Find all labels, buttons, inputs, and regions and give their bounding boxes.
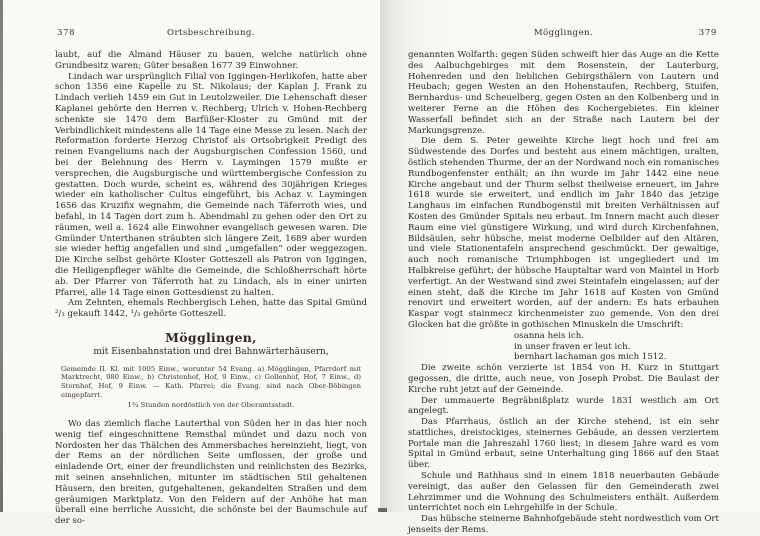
left-page (3, 0, 380, 527)
paragraph-church: Die dem S. Peter geweihte Kirche liegt hoch und frei am Südwestende des Dorfes und besteht aus einem mächtigen, uralten, östlich stehenden Thurme, der an der Nordwand noch ein romanisches Rundbogenfenster enthält; an ihn wurde im Jahr 1442 eine neue Kirche angebaut und der Thurm selbst theilweise erneuert, im Jahre 1618 wurde sie erweitert, und endlich im Jahr 1840 das jetzige Langhaus im einfachen Rundbogenstil mit breiten Verhältnissen auf Kosten des Gmünder Spitals neu erbaut. Im Innern macht auch dieser Raum eine viel günstigere Wirkung, und wird durch Kirchenfahnen, Bildsäulen, sehr hübsche, meist moderne Oelbilder auf den Altären, und viele Stationentafeln ansprechend geschmückt. Der gewaltige, auch noch romanische Triumphbogen ist ungegliedert und im Halbkreise geführt; der hübsche Hauptaltar ward von Maintel in Horb verfertigt. An der Westwand sind zwei Steintafeln eingelassen; auf der einen steht, daß die Kirche im Jahr 1618 auf Kosten von Gmünd renovirt und erweitert worden, auf der andern: Es hats erbauhen Kaspar vogt stainmecz kirchenmeister zuo gemende. Von den drei Glocken hat die größte in gothischen Minuskeln die Umschrift: (408, 136, 719, 330)
paragraph-bells: Die zweite schön verzierte ist 1854 von H. Kurz in Stuttgart gegossen, die dritte, auch neue, von Joseph Probst. Die Baulast der Kirche ruht jetzt auf der Gemeinde. (408, 363, 719, 395)
right-running-head (408, 28, 719, 39)
left-running-head (55, 28, 367, 39)
page-number-right: 379 (698, 28, 717, 38)
paragraph-station: Das hübsche steinerne Bahnhofgebäude steht nordwestlich vom Ort jenseits der Rems. (408, 514, 719, 536)
right-page-column (408, 28, 719, 536)
right-page (380, 0, 760, 536)
left-page-column (55, 28, 367, 527)
paragraph-continuation: laubt, auf die Almand Häuser zu bauen, welche natürlich ohne Grundbesitz waren; Güter besaßen 1677 39 Einwohner. (55, 50, 367, 71)
paragraph-lindach-history: Lindach war ursprünglich Filial von Iggingen-Herlikofen, hatte aber schon 1356 eine Kapelle zu St. Nikolaus; der Kaplan J. Frank zu Lindach verlieh 1459 ein Gut in Leutolzweiler. Die Lehenschaft dieser Kaplanei gehörte den Herren v. Rechberg; Ulrich v. Hohen-Rechberg schenkte sie 1470 dem Barfüßer-Kloster zu Gmünd mit der Verbindlichkeit mindestens alle 14 Tage eine Messe zu lesen. Nach der Reformation forderte Herzog Christof als Ortsobrigkeit Predigt des reinen Evangeliums nach der Augsburgischen Confession 1560, und bei der Belehnung des Herrn v. Laymingen 1579 mußte er versprechen, die Augsburgische und württembergische Confession zu gestatten. Doch wurde, scheint es, während des 30jährigen Krieges wieder ein katholischer Cultus eingeführt, bis Achaz v. Laymingen 1656 das Kruzifix wegnahm, die Gemeinde nach Täferroth wies, und befahl, in 14 Tagen dort zum h. Abendmahl zu gehen oder den Ort zu räumen, weil a. 1624 alle Einwohner evangelisch gewesen waren. Die Gmünder Unterthanen sträubten sich längere Zeit, 1689 aber wurden sie wieder heftig angefallen und sind „umgefallen“ oder weggezogen. Die Kirche selbst gehörte Kloster Gotteszell als Patron von Iggingen, die Heiligenpfleger wählte die Gemeinde, die Schloßherrschaft hörte ab. Der Pfarrer von Täferroth hat zu Lindach, als in einer unirten Pfarrei, alle 14 Tage einen Gottesdienst zu halten. (55, 71, 367, 298)
section-note-last-line: 1¾ Stunden nordöstlich von der Oberamtsstadt. (127, 401, 295, 410)
paragraph-view-continuation: genannten Wolfarth: gegen Süden schweift hier das Auge an die Kette des Aalbuchgebirges mit dem Rosenstein, der Lauterburg, Hohenreden und den lieblichen Gebirgsthälern von Lautern und Heubach; gegen Westen an den Hohenstaufen, Rechberg, Stuifen, Bernhardus- und Scheuelberg, gegen Osten an den Kolbenberg und in weiterer Ferne an die Höhen des Kochergebietes. Ein kleiner Wasserfall befindet sich an der Straße nach Lautern bei der Markungsgrenze. (408, 50, 719, 136)
scan-gutter-mark (378, 508, 387, 512)
left-body-text (55, 50, 367, 527)
bell-inscription (514, 331, 719, 363)
section-note: Gemeinde II. Kl. mit 1005 Einw., worunter 54 Evang. a) Mögglingen, Pfarrdorf mit Marktrecht, 980 Einw., b) Christenhof, Hof, 9 Einw., c) Gollenhof, Hof, 7 Einw., d) Sternhof, Hof, 9 Einw. — Kath. Pfarrei; die Evang. sind nach Ober-Böbingen eingepfarrt. (61, 364, 361, 399)
bell-inscription-line: osanna heis ich. (514, 330, 584, 341)
running-header-right: Mögglingen. (533, 28, 594, 38)
bell-inscription-line: bernhart lachaman gos mich 1512. (514, 352, 667, 363)
right-body-text (408, 50, 719, 536)
paragraph-school-townhall: Schule und Rathhaus sind in einem 1818 neuerbauten Gebäude vereinigt, das außer den Gelassen für den Gemeinderath zwei Lehrzimmer und die Wohnung des Schulmeisters enthält. Außerdem unterrichtet noch ein Lehrgehilfe in der Schule. (408, 471, 719, 514)
paragraph-cemetery: Der ummauerte Begräbnißplatz wurde 1831 westlich am Ort angelegt. (408, 395, 719, 417)
running-header-left: Ortsbeschreibung. (167, 28, 255, 38)
paragraph-parsonage: Das Pfarrhaus, östlich an der Kirche stehend, ist ein sehr stattliches, dreistockiges, steinernes Gebäude, an dessen verziertem Portale man die Jahreszahl 1760 liest; in diesem Jahre ward es vom Spital in Gmünd erbaut, seine Unterhaltung ging 1866 auf den Staat über. (408, 417, 719, 471)
page-number-left: 378 (57, 28, 76, 38)
section-title: Mögglingen, (165, 329, 257, 345)
section-subtitle: mit Eisenbahnstation und drei Bahnwärterhäusern, (93, 346, 329, 357)
paragraph-zehnten: Am Zehnten, ehemals Rechbergisch Lehen, hatte das Spital Gmünd ²/₃ gekauft 1442, ¹/₃ gehörte Gotteszell. (55, 298, 367, 320)
paragraph-moegglingen-intro: Wo das ziemlich flache Lauterthal von Süden her in das hier noch wenig tief eingeschnittene Remsthal mündet und dazu noch von Nordosten her das Thälchen des Ammersbaches hereinzieht, liegt, von der Rems an der nördlichen Seite umflossen, der große und einladende Ort, einer der freundlichsten und reinlichsten des Bezirks, mit seinen ansehnlichen, mitunter im städtischen Stil gehaltenen Häusern, den breiten, gutgehaltenen, gekandelten Straßen und dem geräumigen Marktplatz. Von den Feldern auf der Anhöhe hat man überall eine herrliche Aussicht, die schönste bei der Baumschule auf der so- (55, 419, 367, 527)
bell-inscription-line: in unser fraven er leut ich. (514, 341, 631, 352)
